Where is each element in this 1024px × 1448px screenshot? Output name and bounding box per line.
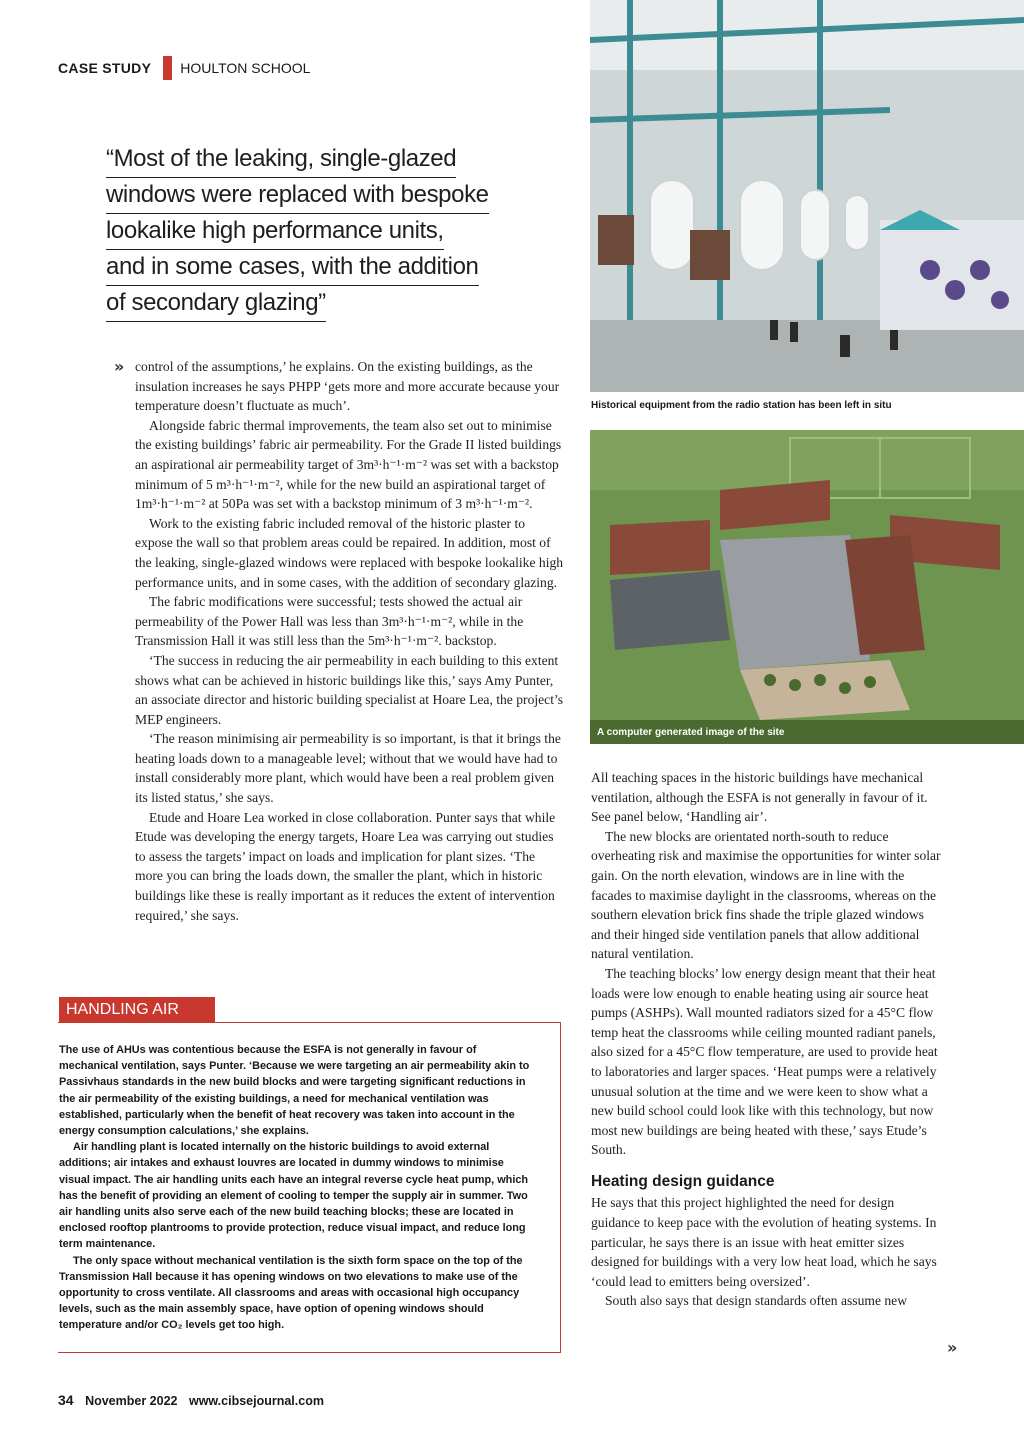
paragraph: ‘The reason minimising air permeability is so important, is that it brings the heating loads down to a manageable level; without that we would have had to install considerably more plant, which would have been a real problem given its listed status,’ she says. — [135, 731, 561, 806]
paragraph: The fabric modifications were successful; tests showed the actual air permeability of the Power Hall was less than 3m³·h⁻¹·m⁻², while in the Transmission Hall it was still less than the 5m³·h⁻¹·m⁻². backstop. — [135, 594, 524, 649]
double-chevron-right-icon: » — [947, 1338, 958, 1357]
pull-quote-line: of secondary glazing” — [106, 286, 326, 322]
subject-label: HOULTON SCHOOL — [180, 60, 311, 76]
panel-paragraph: Air handling plant is located internally on the historic buildings to avoid external additions; air intakes and exhaust louvres are located in dummy windows to minimise visual impact. The air handling units each have an integral reverse cycle heat pump, which has the benefit of providing an element of cooling to temper the supply air in summer. Two air handling units also serve each of the new build teaching blocks; these are located in enclosed rooftop plantrooms to provide protection, reduce visual impact, and reduce long term maintenance. — [59, 1141, 529, 1251]
accent-bar — [163, 56, 172, 80]
article-column-left — [135, 357, 565, 925]
paragraph: control of the assumptions,’ he explains. On the existing buildings, as the insulation increases he says PHPP ‘gets more and more accurate because your temperature doesn’t fluctuate as much’. — [135, 359, 560, 414]
interior-hall-photo — [590, 0, 1024, 392]
paragraph: All teaching spaces in the historic buildings have mechanical ventilation, although the ESFA is not generally in favour of it. See panel below, ‘Handling air’. — [591, 770, 928, 825]
panel-title: HANDLING AIR — [59, 997, 215, 1023]
paragraph: He says that this project highlighted the need for design guidance to keep pace with the evolution of heating systems. In particular, he says there is an issue with heat emitter sizes designed for buildings with a very low heat load, which he says ‘could lead to emitters being oversized’. — [591, 1195, 937, 1289]
panel-paragraph: The use of AHUs was contentious because the ESFA is not generally in favour of mechanical ventilation, says Punter. ‘Because we were targeting an air permeability akin to Passivhaus standards in the new build blocks and were targeting significant reductions in the air permeability of the existing buildings, a need for mechanical ventilation was established, particularly when the benefit of heat recovery was taken into account in the energy consumption calculations,’ she explains. — [59, 1044, 530, 1138]
page-number: 34 — [58, 1392, 74, 1408]
panel-paragraph: The only space without mechanical ventilation is the sixth form space on the top of the Transmission Hall because it has opening windows on two elevations to make use of the opportunity to cross ventilate. All classrooms and areas with occasional high occupancy levels, such as the main assembly space, have option of opening windows should temperature and/or CO₂ levels get too high. — [59, 1254, 523, 1332]
page-footer — [58, 1392, 324, 1408]
paragraph: South also says that design standards often assume new — [605, 1293, 908, 1309]
site-render-image — [590, 430, 1024, 744]
paragraph: Work to the existing fabric included removal of the historic plaster to expose the wall so that problem areas could be repaired. In addition, most of the leaking, single-glazed windows were replaced with bespoke lookalike high performance units, and in some cases, with the addition of secondary glazing. — [135, 515, 564, 590]
pull-quote-line: and in some cases, with the addition — [106, 250, 479, 286]
paragraph: Etude and Hoare Lea worked in close collaboration. Punter says that while Etude was developing the energy targets, Hoare Lea was carrying out studies to assess the targets’ impact on loads and implication for plant sizes. ‘The more you can bring the loads down, the smaller the plant, which in historic buildings like these is really important as it reduces the extent of intervention required,’ she says. — [135, 809, 556, 923]
paragraph: The teaching blocks’ low energy design meant that their heat loads were low enough to enable heating using air source heat pumps (ASHPs). Wall mounted radiators sized for a 45°C flow temp heat the classrooms while ceiling mounted radiant panels, also sized for a 45°C flow temperature, are used to provide heat to laboratories and larger spaces. ‘Heat pumps were a relatively unusual solution at the time and we were keen to show what a new build school could look like with this technology, but now most new buildings are being heated with these,’ says Etude’s South. — [591, 965, 938, 1158]
double-chevron-right-icon: » — [114, 357, 125, 376]
paragraph: Alongside fabric thermal improvements, the team also set out to minimise the existing buildings’ fabric air permeability. For the Grade II listed buildings an aspirational air permeability target of 3m³·h⁻¹·m⁻² was set with a backstop minimum of 5 m³·h⁻¹·m⁻², while for the new build an aspirational target of 1m³·h⁻¹·m⁻² at 50Pa was set with a backstop minimum of 3 m³·h⁻¹·m⁻². — [135, 417, 562, 512]
pull-quote-line: windows were replaced with bespoke — [106, 178, 489, 214]
paragraph: ‘The success in reducing the air permeability in each building to this extent shows what can be achieved in historic buildings like this,’ says Amy Punter, an associate director and historic building specialist at Hoare Lea, the project’s MEP engineers. — [135, 652, 564, 727]
pull-quote — [106, 142, 546, 322]
paragraph: The new blocks are orientated north-south to reduce overheating risk and maximise the opportunities for winter solar gain. On the north elevation, windows are in line with the facades to maximise daylight in the classrooms, whereas on the southern elevation brick fins shade the triple glazed windows and their hinged side ventilation panels that allow additional natural ventilation. — [591, 828, 941, 962]
article-column-right — [591, 768, 943, 1311]
section-header — [58, 56, 310, 80]
pull-quote-line: “Most of the leaking, single-glazed — [106, 142, 456, 178]
photo-caption: A computer generated image of the site — [597, 727, 785, 738]
pull-quote-line: lookalike high performance units, — [106, 214, 444, 250]
subheading: Heating design guidance — [591, 1172, 775, 1190]
issue-date: November 2022 — [85, 1394, 178, 1408]
category-label: CASE STUDY — [58, 60, 152, 76]
website-link[interactable]: www.cibsejournal.com — [188, 1394, 324, 1408]
photo-caption: Historical equipment from the radio station has been left in situ — [591, 400, 892, 411]
panel-body — [59, 1042, 537, 1334]
